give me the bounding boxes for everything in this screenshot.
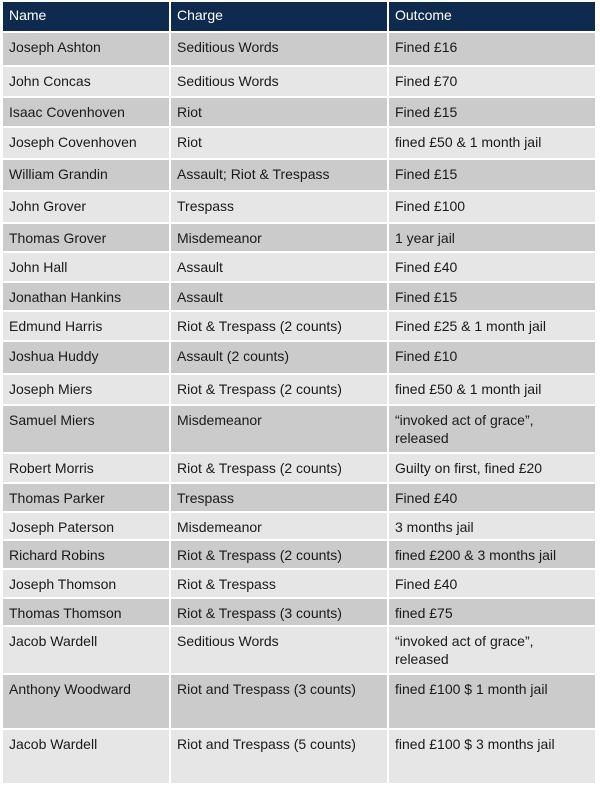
cell-name: Thomas Thomson — [3, 598, 170, 626]
table-row — [3, 453, 595, 483]
table-row — [3, 282, 595, 311]
cell-outcome: fined £50 & 1 month jail — [388, 374, 595, 405]
cell-name: Joseph Thomson — [3, 569, 170, 598]
cell-outcome: Fined £70 — [388, 66, 595, 97]
cell-outcome: fined £75 — [388, 598, 595, 626]
cell-outcome: Fined £15 — [388, 97, 595, 127]
cell-outcome: fined £200 & 3 months jail — [388, 540, 595, 569]
cell-name: John Grover — [3, 191, 170, 223]
header-charge: Charge — [170, 2, 388, 32]
cell-charge: Assault; Riot & Trespass — [170, 159, 388, 191]
cell-charge: Riot & Trespass (2 counts) — [170, 374, 388, 405]
table-row — [3, 127, 595, 159]
convictions-table — [3, 2, 595, 783]
cell-charge: Riot and Trespass (3 counts) — [170, 674, 388, 729]
cell-outcome: fined £50 & 1 month jail — [388, 127, 595, 159]
cell-name: Joseph Miers — [3, 374, 170, 405]
table-row — [3, 405, 595, 453]
cell-name: Jonathan Hankins — [3, 282, 170, 311]
cell-outcome: Fined £25 & 1 month jail — [388, 311, 595, 341]
cell-name: William Grandin — [3, 159, 170, 191]
cell-charge: Riot & Trespass (2 counts) — [170, 453, 388, 483]
cell-charge: Assault (2 counts) — [170, 341, 388, 374]
cell-outcome: “invoked act of grace”, released — [388, 626, 595, 674]
table-row — [3, 159, 595, 191]
cell-outcome: 1 year jail — [388, 223, 595, 252]
table-row — [3, 569, 595, 598]
cell-charge: Riot and Trespass (5 counts) — [170, 729, 388, 783]
cell-charge: Assault — [170, 282, 388, 311]
table-row — [3, 341, 595, 374]
table-row — [3, 311, 595, 341]
cell-charge: Riot — [170, 127, 388, 159]
cell-name: Joseph Paterson — [3, 512, 170, 540]
cell-outcome: fined £100 $ 3 months jail — [388, 729, 595, 783]
table-row — [3, 512, 595, 540]
cell-charge: Riot & Trespass — [170, 569, 388, 598]
cell-outcome: Fined £40 — [388, 569, 595, 598]
table-row — [3, 374, 595, 405]
cell-outcome: “invoked act of grace”, released — [388, 405, 595, 453]
cell-charge: Riot & Trespass (2 counts) — [170, 311, 388, 341]
cell-outcome: fined £100 $ 1 month jail — [388, 674, 595, 729]
cell-charge: Misdemeanor — [170, 405, 388, 453]
cell-charge: Seditious Words — [170, 626, 388, 674]
cell-charge: Riot — [170, 97, 388, 127]
table-container — [3, 2, 595, 783]
cell-name: Robert Morris — [3, 453, 170, 483]
cell-charge: Assault — [170, 252, 388, 282]
cell-name: Edmund Harris — [3, 311, 170, 341]
cell-name: Joseph Covenhoven — [3, 127, 170, 159]
table-row — [3, 32, 595, 66]
cell-charge: Riot & Trespass (2 counts) — [170, 540, 388, 569]
table-row — [3, 540, 595, 569]
table-row — [3, 223, 595, 252]
cell-charge: Misdemeanor — [170, 223, 388, 252]
cell-charge: Trespass — [170, 191, 388, 223]
cell-charge: Riot & Trespass (3 counts) — [170, 598, 388, 626]
cell-name: Jacob Wardell — [3, 729, 170, 783]
table-row — [3, 598, 595, 626]
cell-outcome: Fined £15 — [388, 282, 595, 311]
cell-outcome: 3 months jail — [388, 512, 595, 540]
table-row — [3, 729, 595, 783]
cell-name: Richard Robins — [3, 540, 170, 569]
cell-charge: Seditious Words — [170, 32, 388, 66]
cell-outcome: Fined £100 — [388, 191, 595, 223]
cell-name: Samuel Miers — [3, 405, 170, 453]
header-name: Name — [3, 2, 170, 32]
cell-charge: Seditious Words — [170, 66, 388, 97]
cell-name: Thomas Grover — [3, 223, 170, 252]
table-row — [3, 252, 595, 282]
table-row — [3, 626, 595, 674]
cell-outcome: Fined £40 — [388, 483, 595, 512]
cell-name: Joseph Ashton — [3, 32, 170, 66]
cell-name: John Hall — [3, 252, 170, 282]
cell-outcome: Fined £16 — [388, 32, 595, 66]
header-outcome: Outcome — [388, 2, 595, 32]
table-row — [3, 66, 595, 97]
cell-name: John Concas — [3, 66, 170, 97]
cell-outcome: Fined £40 — [388, 252, 595, 282]
cell-outcome: Fined £15 — [388, 159, 595, 191]
table-row — [3, 483, 595, 512]
header-row — [3, 2, 595, 32]
table-row — [3, 97, 595, 127]
cell-name: Isaac Covenhoven — [3, 97, 170, 127]
cell-name: Joshua Huddy — [3, 341, 170, 374]
cell-name: Thomas Parker — [3, 483, 170, 512]
cell-name: Anthony Woodward — [3, 674, 170, 729]
cell-charge: Trespass — [170, 483, 388, 512]
cell-outcome: Guilty on first, fined £20 — [388, 453, 595, 483]
cell-charge: Misdemeanor — [170, 512, 388, 540]
cell-outcome: Fined £10 — [388, 341, 595, 374]
cell-name: Jacob Wardell — [3, 626, 170, 674]
table-row — [3, 674, 595, 729]
table-row — [3, 191, 595, 223]
